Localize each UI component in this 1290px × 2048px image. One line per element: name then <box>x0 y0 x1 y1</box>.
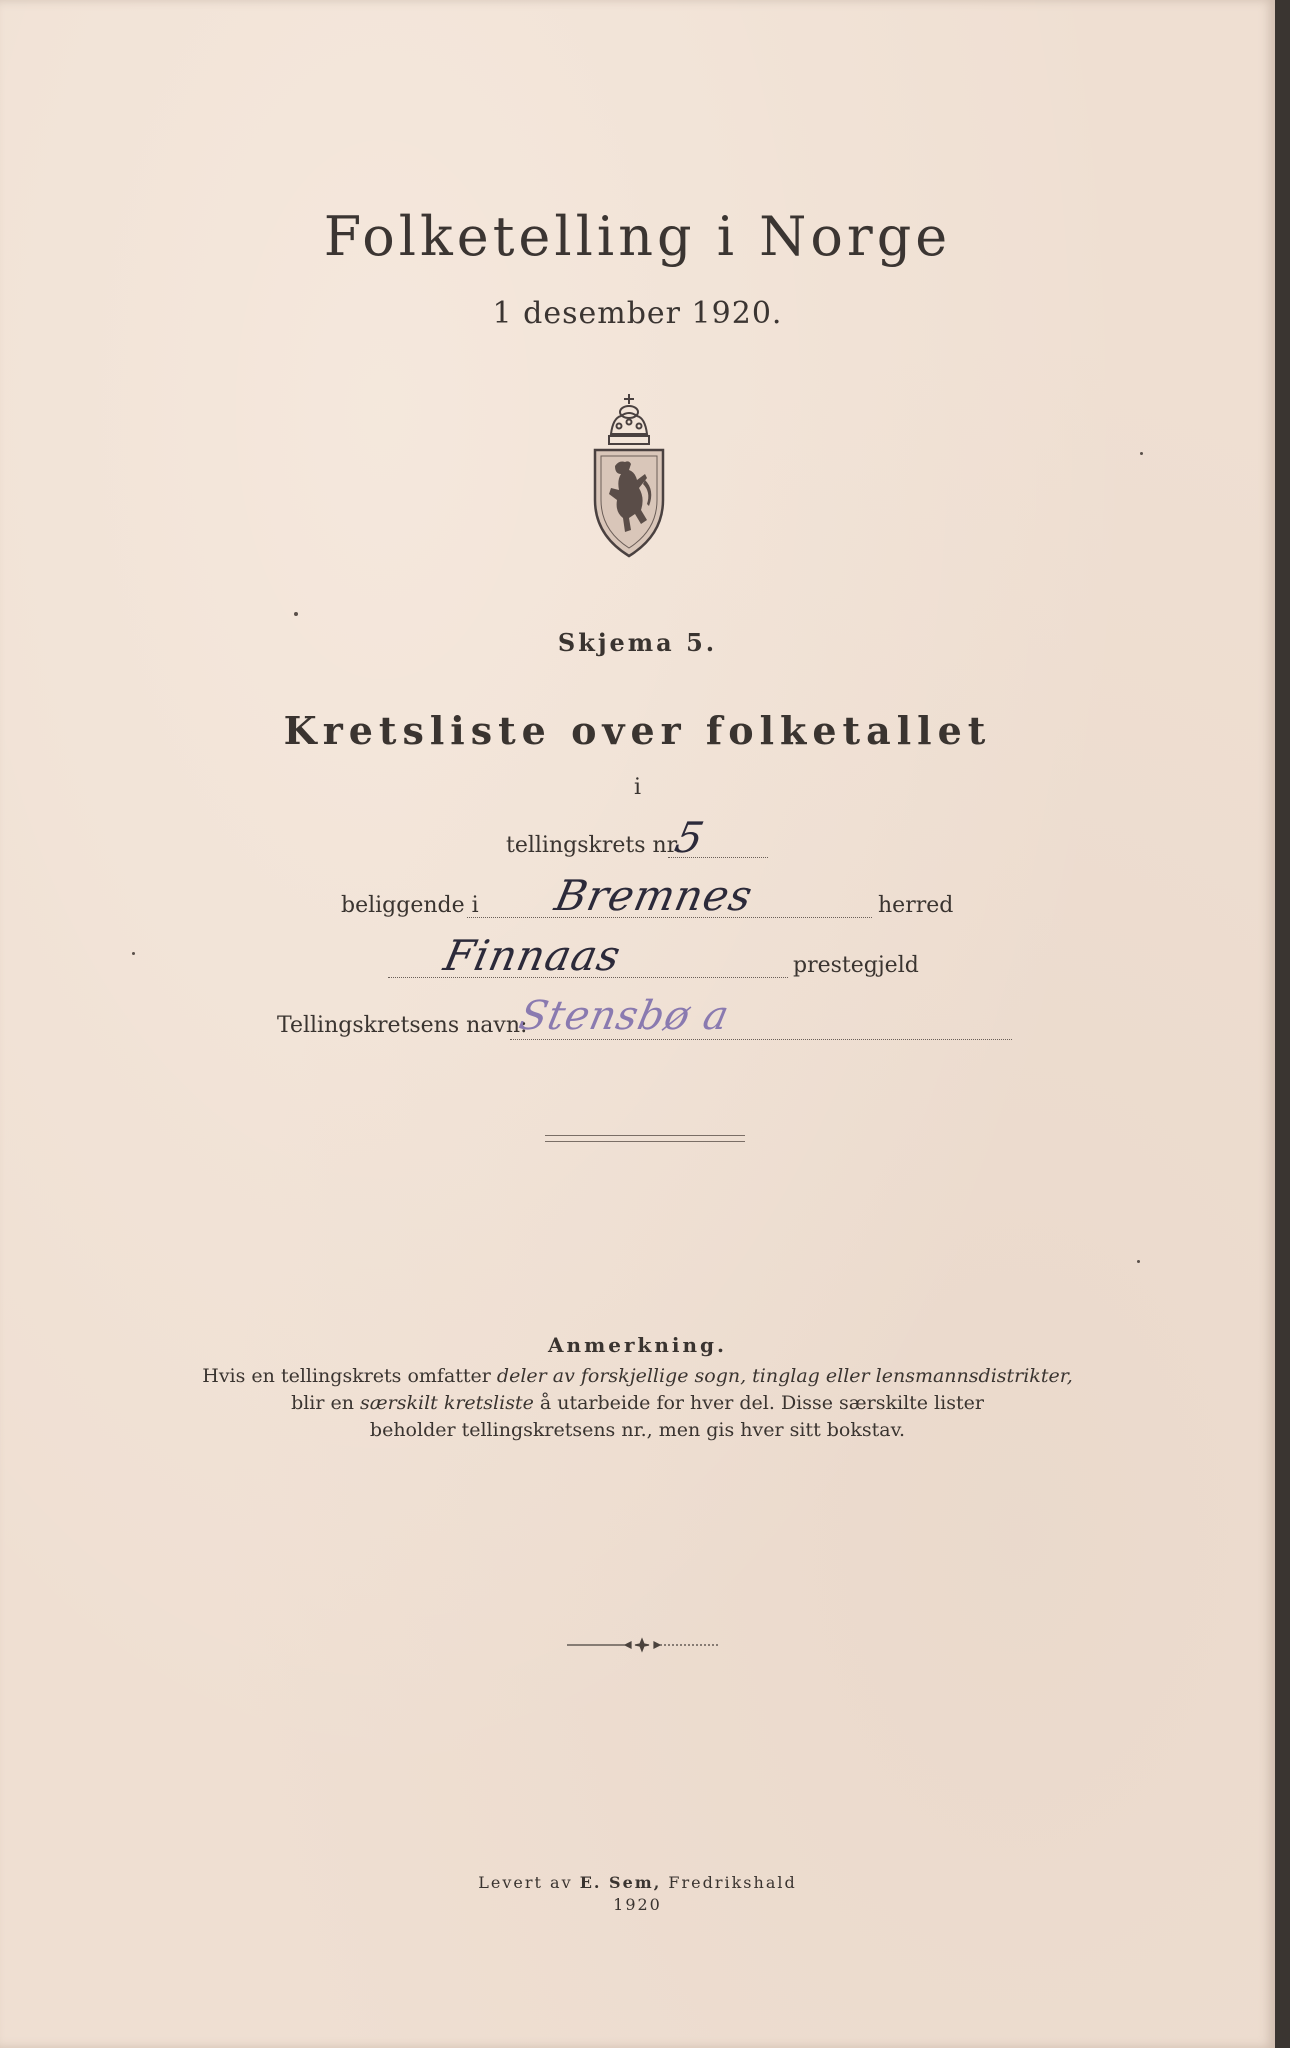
printer-prefix: Levert av <box>478 1873 580 1892</box>
beliggende-value[interactable]: Bremnes <box>550 871 758 920</box>
note-line-2-text-a: blir en <box>291 1392 361 1414</box>
printer-year: 1920 <box>613 1895 662 1914</box>
note-line-1-text: Hvis en tellingskrets omfatter <box>202 1365 497 1387</box>
paper-speck <box>1140 452 1143 455</box>
census-date: 1 desember 1920. <box>492 296 783 331</box>
ornament-divider-icon <box>565 1637 720 1653</box>
schema-number: Skjema 5. <box>557 628 718 657</box>
paper-speck <box>132 952 135 955</box>
norwegian-coat-of-arms-icon <box>589 390 669 560</box>
note-title: Anmerkning. <box>548 1333 727 1357</box>
prestegjeld-label: prestegjeld <box>793 953 919 978</box>
navn-row <box>0 993 1275 1045</box>
double-rule-divider <box>545 1135 745 1142</box>
page-title: Folketelling i Norge <box>323 205 952 268</box>
note-line-2 <box>0 1390 1275 1417</box>
note-line-2-text-c: å utarbeide for hver del. Disse særskilte lister <box>533 1392 984 1414</box>
note-line-2-italic: særskilt kretsliste <box>360 1392 534 1414</box>
note-line-3: beholder tellingskretsens nr., men gis hver sitt bokstav. <box>369 1419 906 1441</box>
tellingskrets-value[interactable]: 5 <box>670 813 709 862</box>
herred-label: herred <box>878 893 954 918</box>
printer-city: Fredrikshald <box>661 1873 797 1892</box>
navn-line <box>510 1039 1012 1040</box>
form-heading: Kretsliste over folketallet <box>283 708 992 753</box>
tellingskrets-row <box>0 813 1275 865</box>
printer-credit <box>0 1872 1275 1916</box>
note-line-1-italic: deler av forskjellige sogn, tinglag eller lensmannsdistrikter, <box>496 1365 1073 1387</box>
tellingskrets-label: tellingskrets nr. <box>506 833 682 858</box>
prestegjeld-value[interactable]: Finnaas <box>439 931 626 980</box>
navn-value[interactable]: Stensbø a <box>515 993 734 1039</box>
note-line-1 <box>0 1363 1275 1390</box>
paper-speck <box>1137 1260 1140 1263</box>
beliggende-label: beliggende i <box>341 893 479 918</box>
paper-speck <box>294 612 298 616</box>
navn-label: Tellingskretsens navn: <box>277 1013 528 1038</box>
preposition-i: i <box>633 775 642 800</box>
printer-name: E. Sem, <box>579 1873 662 1892</box>
beliggende-row <box>0 871 1275 925</box>
prestegjeld-row <box>0 931 1275 985</box>
